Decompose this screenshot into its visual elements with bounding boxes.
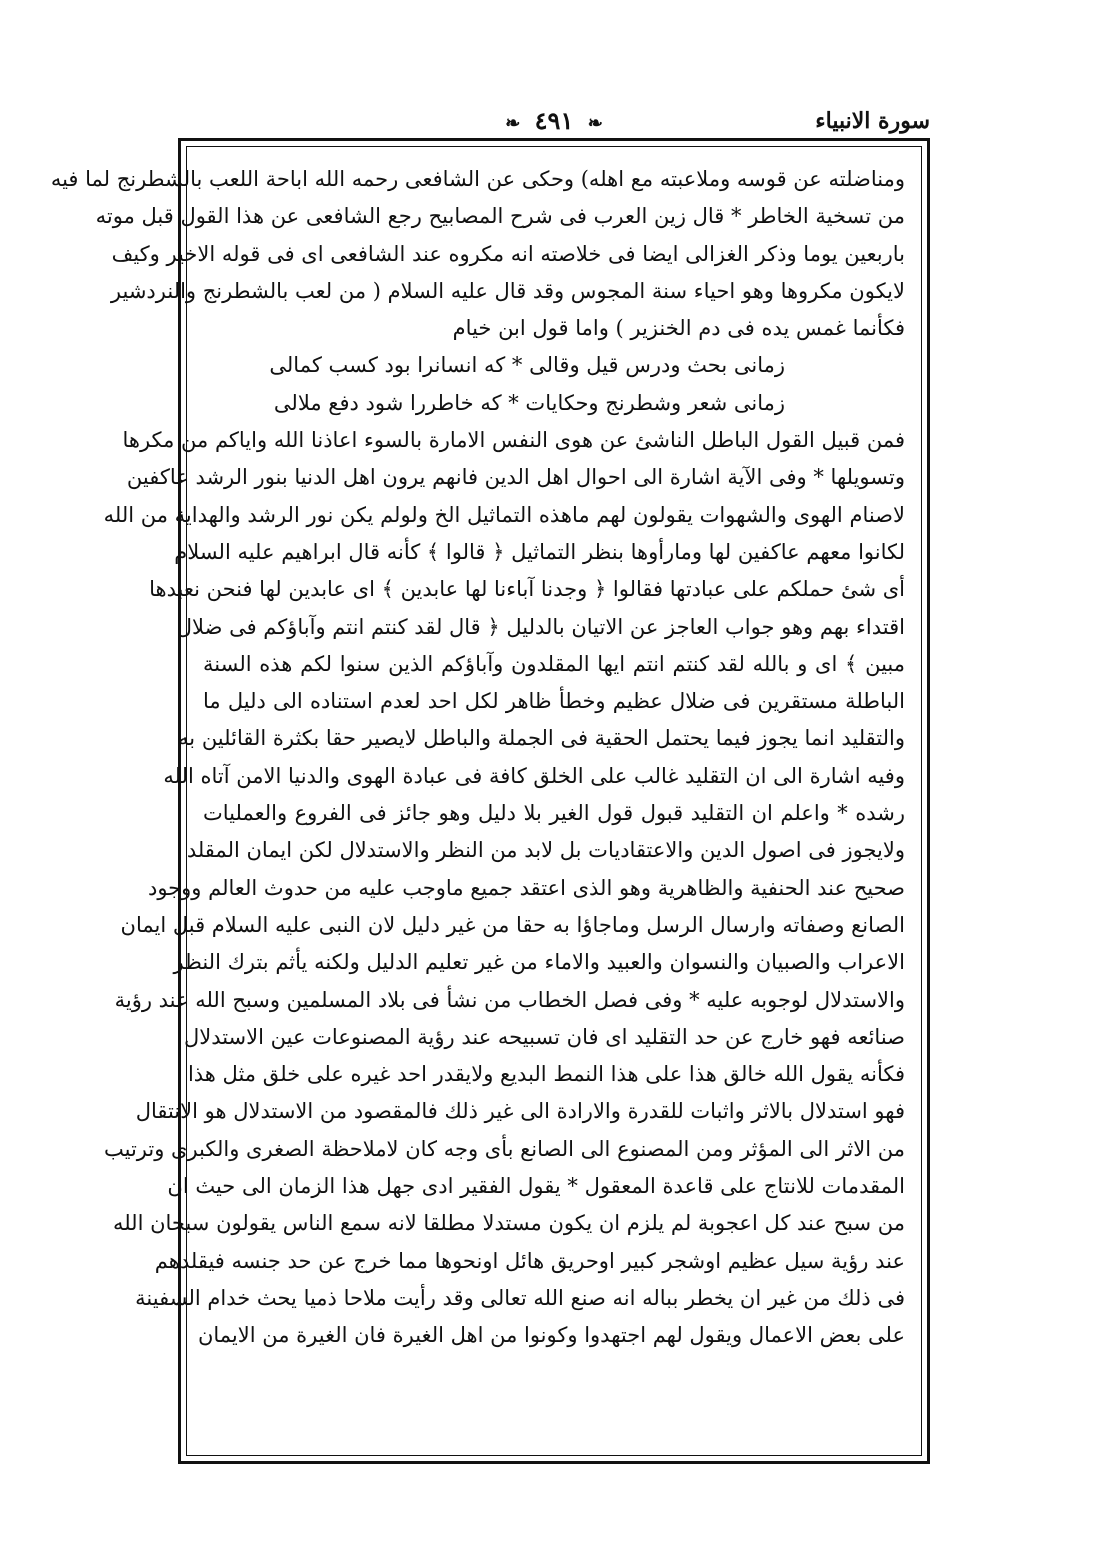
text-line: الباطلة مستقرين فى ضلال عظيم وخطأ ظاهر لكل احد لعدم استناده الى دليل ما — [203, 689, 905, 714]
text-line: فكأنه يقول الله خالق هذا على هذا النمط البديع ولايقدر احد غيره على خلق مثل هذا — [187, 1062, 905, 1087]
page-number-block — [178, 106, 930, 135]
text-line: وتسويلها * وفى الآية اشارة الى احوال اهل الدين فانهم يرون اهل الدنيا بنور الرشد عاكفين — [126, 465, 905, 490]
text-line: ولايجوز فى اصول الدين والاعتقاديات بل لابد من النظر والاستدلال لكن ايمان المقلد — [186, 838, 905, 863]
page-frame — [50, 138, 930, 1464]
text-line: صنائعه فهو خارج عن حد التقليد اى فان تسبيحه عند رؤية المصنوعات عين الاستدلال — [183, 1024, 905, 1049]
text-line: والاستدلال لوجوبه عليه * وفى فصل الخطاب من نشأ فى بلاد المسلمين وسبح الله عند رؤية — [114, 987, 905, 1012]
text-line: على بعض الاعمال ويقول لهم اجتهدوا وكونوا من اهل الغيرة فان الغيرة من الايمان — [197, 1323, 905, 1348]
text-line: والتقليد انما يجوز فيما يحتمل الحقية فى الجملة والباطل لايصير حقا بكثرة القائلين به — [178, 726, 905, 751]
text-line-short: فكأنما غمس يده فى دم الخنزير ) واما قول ابن خيام — [452, 316, 905, 341]
poem-verse: زمانى بحث ودرس قيل وقالى * كه انسانرا بود كسب كمالى — [269, 353, 785, 378]
text-line: باربعين يوما وذكر الغزالى ايضا فى خلاصته انه مكروه عند الشافعى اى فى قوله الاخير وكيف — [111, 241, 905, 266]
text-line: من سبح عند كل اعجوبة لم يلزم ان يكون مستدلا مطلقا لانه سمع الناس يقولون سبحان الله — [112, 1211, 905, 1236]
text-line: من تسخية الخاطر * قال زين العرب فى شرح المصابيح رجع الشافعى عن هذا القول قبل موته — [95, 204, 905, 229]
text-line: اقتداء بهم وهو جواب العاجز عن الاتيان بالدليل ﴿ قال لقد كنتم انتم وآباؤكم فى ضلال — [176, 614, 905, 639]
text-body — [50, 161, 905, 1355]
text-line: صحيح عند الحنفية والظاهرية وهو الذى اعتقد جميع ماوجب عليه من حدوث العالم ووجود — [147, 875, 905, 900]
text-line: من الاثر الى المؤثر ومن المصنوع الى الصانع بأى وجه كان لاملاحظة الصغرى والكبرى وترتيب — [103, 1136, 905, 1161]
poem-verse: زمانى شعر وشطرنج وحكايات * كه خاطررا شود دفع ملالى — [273, 390, 785, 415]
surah-title: سورة الانبياء — [815, 108, 930, 134]
text-line: لكانوا معهم عاكفين لها ومارأوها بنظر التماثيل ﴿ قالوا ﴾ كأنه قال ابراهيم عليه السلام — [174, 539, 905, 564]
text-line: مبين ﴾ اى و بالله لقد كنتم انتم ايها المقلدون وآباؤكم الذين سنوا لكم هذه السنة — [203, 651, 905, 676]
text-line: الصانع وصفاته وارسال الرسل وماجاؤا به حقا من غير دليل لان النبى عليه السلام قبل ايمان — [120, 912, 905, 937]
ornament-icon: ❧ — [587, 113, 603, 134]
text-line: أى شئ حملكم على عبادتها فقالوا ﴿ وجدنا آباءنا لها عابدين ﴾ اى عابدين لها فنحن نعبدها — [149, 577, 905, 602]
text-line: لاصنام الهوى والشهوات يقولون لهم ماهذه التماثيل الخ ولولم يكن نور الرشد والهداية من الله — [103, 502, 905, 527]
text-line: فهو استدلال بالاثر واثبات للقدرة والارادة الى غير ذلك فالمقصود من الاستدلال هو الانتقال — [135, 1099, 905, 1124]
text-line: رشده * واعلم ان التقليد قبول قول الغير بلا دليل وهو جائز فى الفروع والعمليات — [203, 801, 905, 826]
text-line: المقدمات للانتاج على قاعدة المعقول * يقول الفقير ادى جهل هذا الزمان الى حيث ان — [167, 1174, 905, 1199]
page-frame-inner — [50, 146, 922, 1456]
text-line: لايكون مكروها وهو احياء سنة المجوس وقد قال عليه السلام ( من لعب بالشطرنج والنردشير — [110, 278, 905, 303]
text-line: ومناضلته عن قوسه وملاعبته مع اهله) وحكى عن الشافعى رحمه الله اباحة اللعب بالشطرنج لما فيه — [50, 167, 905, 191]
text-line: فمن قبيل القول الباطل الناشئ عن هوى النفس الامارة بالسوء اعاذنا الله واياكم من مكرها — [122, 428, 905, 453]
text-line: عند رؤية سيل عظيم اوشجر كبير اوحريق هائل اونحوها مما خرج عن حد جنسه فيقلدهم — [154, 1248, 905, 1273]
ornament-icon: ❧ — [505, 113, 521, 134]
text-line: فى ذلك من غير ان يخطر بباله انه صنع الله تعالى وقد رأيت ملاحا ذميا يحث خدام السفينة — [135, 1285, 905, 1310]
page-number: ٤٩١ — [534, 106, 574, 135]
text-line: الاعراب والصبيان والنسوان والعبيد والاماء من غير تعليم الدليل ولكنه يأثم بترك النظر — [173, 950, 905, 975]
text-line: وفيه اشارة الى ان التقليد غالب على الخلق كافة فى عبادة الهوى والدنيا الامن آتاه الله — [163, 763, 905, 788]
